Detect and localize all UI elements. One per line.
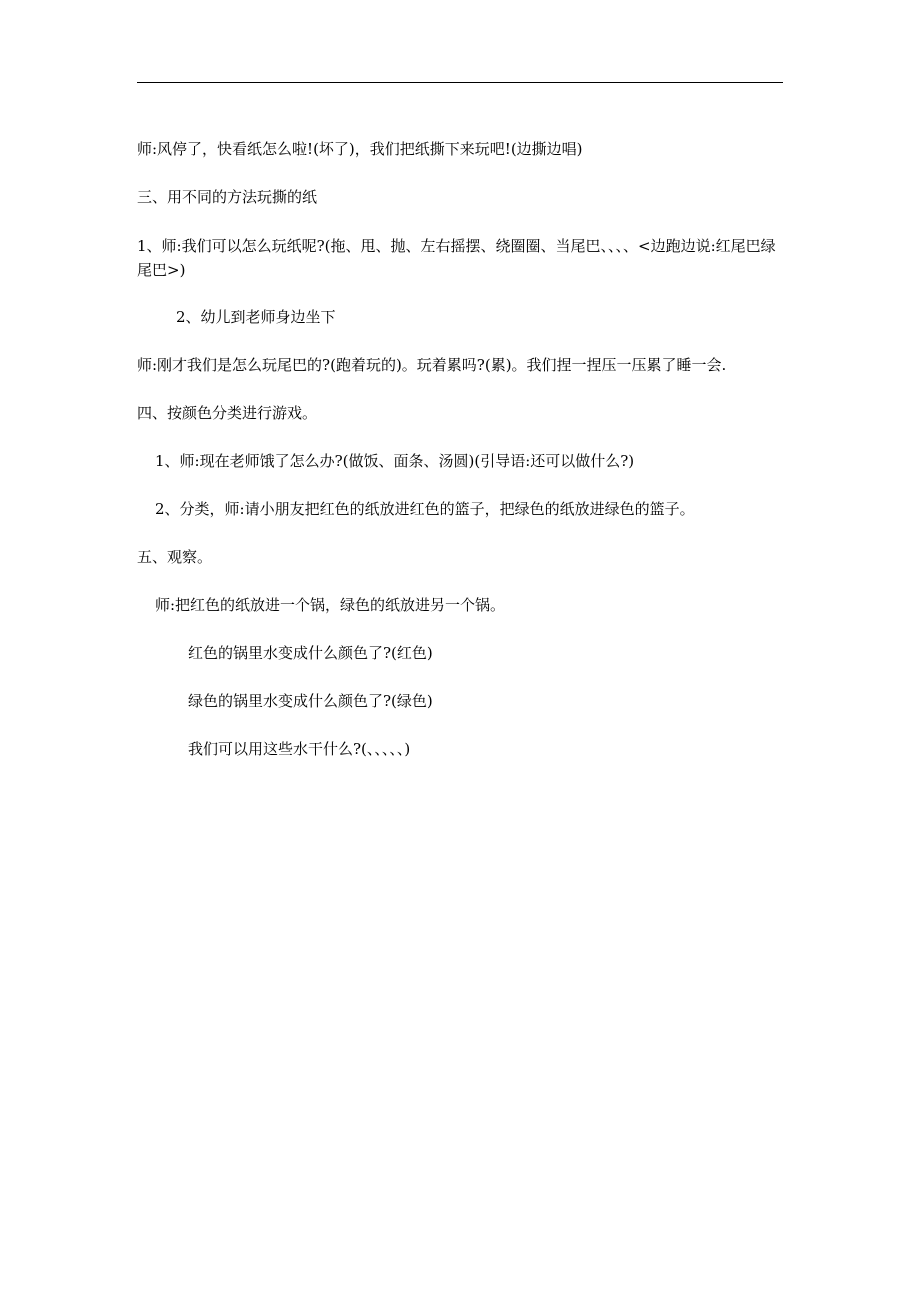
section-three-heading: 三、用不同的方法玩撕的纸 <box>137 188 318 206</box>
section-four-heading: 四、按颜色分类进行游戏。 <box>137 404 318 422</box>
paragraph-teacher-hungry: 1、师:现在老师饿了怎么办?(做饭、面条、汤圆)(引导语:还可以做什么?) <box>155 452 635 470</box>
paragraph-play-tail: 师:刚才我们是怎么玩尾巴的?(跑着玩的)。玩着累吗?(累)。我们捏一捏压一压累了睡一会. <box>137 356 727 374</box>
section-five-heading: 五、观察。 <box>137 548 213 566</box>
paragraph-green-water: 绿色的锅里水变成什么颜色了?(绿色) <box>188 692 433 710</box>
header-rule <box>137 82 783 83</box>
paragraph-ways-to-play: 1、师:我们可以怎么玩纸呢?(拖、甩、抛、左右摇摆、绕圈圈、当尾巴、、、、<边跑边说:红尾巴绿尾巴>) <box>137 237 776 279</box>
paragraph-put-in-pot: 师:把红色的纸放进一个锅，绿色的纸放进另一个锅。 <box>155 596 506 614</box>
paragraph-red-water: 红色的锅里水变成什么颜色了?(红色) <box>188 644 433 662</box>
paragraph-sort-colors: 2、分类，师:请小朋友把红色的纸放进红色的篮子，把绿色的纸放进绿色的篮子。 <box>155 500 695 518</box>
paragraph-wind-stopped: 师:风停了，快看纸怎么啦!(坏了)，我们把纸撕下来玩吧!(边撕边唱) <box>137 140 583 158</box>
paragraph-sit-down: 2、幼儿到老师身边坐下 <box>176 308 336 326</box>
paragraph-use-water: 我们可以用这些水干什么?(、、、、、) <box>188 740 411 758</box>
